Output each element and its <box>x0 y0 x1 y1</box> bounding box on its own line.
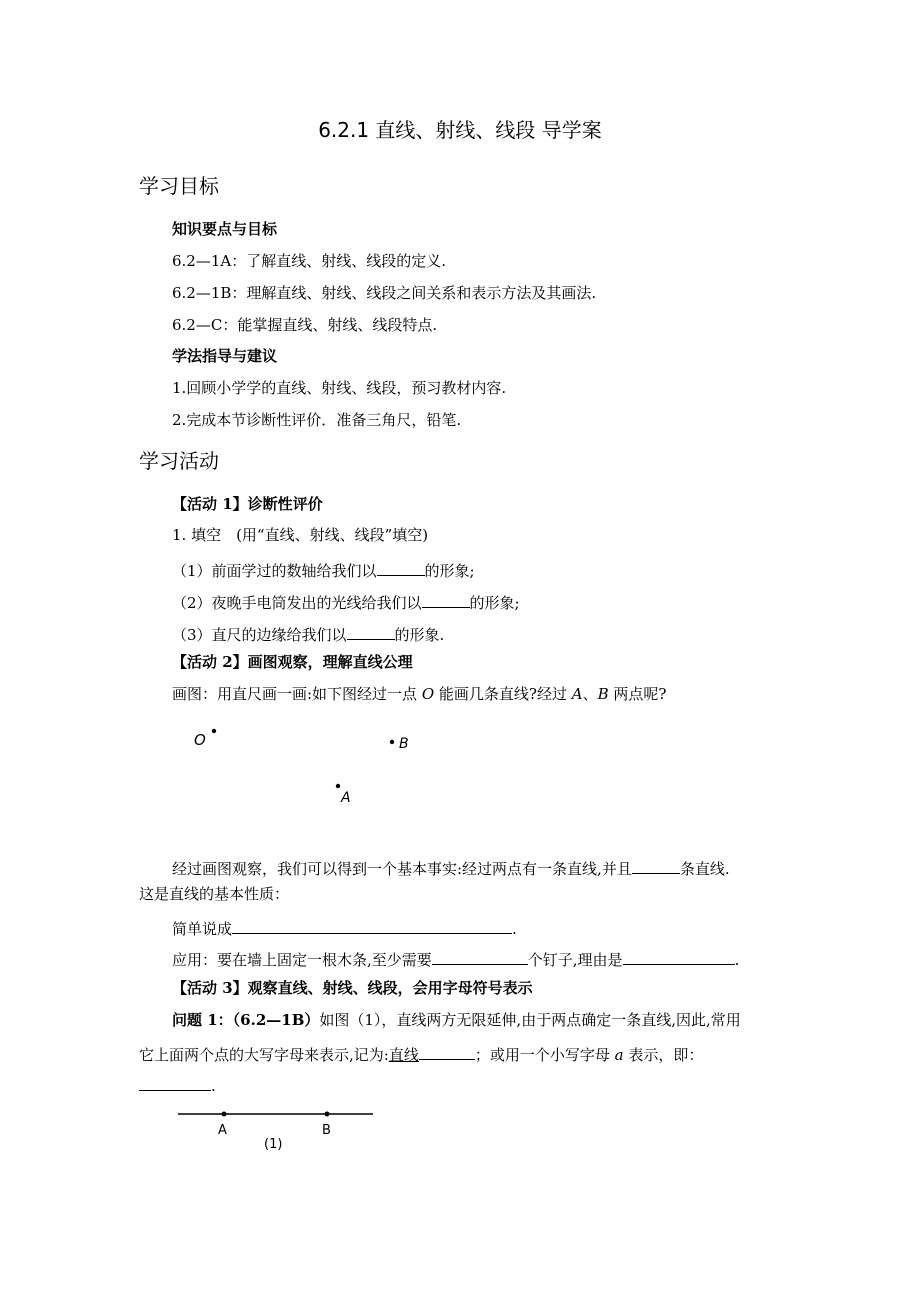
line-figure <box>0 1095 920 1165</box>
point-a <box>222 1112 227 1117</box>
subheading-advice: 学法指导与建议 <box>172 347 278 365</box>
point-o <box>212 729 216 733</box>
page-title: 6.2.1 直线、射线、线段 导学案 <box>318 118 602 142</box>
fill-prompt: 1. 填空 (用“直线、射线、线段”填空) <box>172 526 429 544</box>
advice-item-1: 1.回顾小学学的直线、射线、线段，预习教材内容. <box>172 379 507 397</box>
answer-blank[interactable] <box>432 949 528 965</box>
goal-item-2: 6.2—1B：理解直线、射线、线段之间关系和表示方法及其画法. <box>172 284 597 302</box>
activity-1-title: 【活动 1】诊断性评价 <box>172 495 323 513</box>
subheading-knowledge: 知识要点与目标 <box>172 220 278 238</box>
problem-1-line-1: 问题 1：（6.2—1B）如图（1），直线两方无限延伸,由于两点确定一条直线,因此,常用 <box>172 1011 741 1029</box>
short-statement: 简单说成 . <box>172 920 517 938</box>
label-a: A <box>341 790 351 806</box>
problem-1-line-2: 它上面两个点的大写字母来表示,记为:直线 ；或用一个小写字母 a 表示，即： <box>139 1046 704 1064</box>
question-1: （1）前面学过的数轴给我们以 的形象; <box>172 562 475 580</box>
section-heading-activities: 学习活动 <box>139 449 219 473</box>
goal-item-1: 6.2—1A：了解直线、射线、线段的定义. <box>172 252 447 270</box>
answer-blank[interactable] <box>139 1075 211 1091</box>
advice-item-2: 2.完成本节诊断性评价．准备三角尺，铅笔. <box>172 411 462 429</box>
point-b <box>390 740 394 744</box>
point-a <box>336 784 340 788</box>
section-heading-goals: 学习目标 <box>139 174 219 198</box>
answer-blank[interactable] <box>232 918 512 934</box>
activity-3-title: 【活动 3】观察直线、射线、线段，会用字母符号表示 <box>172 979 533 997</box>
draw-instruction: 画图：用直尺画一画:如下图经过一点 O 能画几条直线?经过 A、B 两点呢? <box>172 685 667 703</box>
problem-1-line-3: . <box>139 1075 216 1094</box>
answer-blank[interactable] <box>632 858 680 874</box>
question-3: （3）直尺的边缘给我们以 的形象. <box>172 626 445 644</box>
question-2: （2）夜晚手电筒发出的光线给我们以 的形象; <box>172 594 520 612</box>
label-o: O <box>194 731 206 749</box>
answer-blank[interactable] <box>419 1044 475 1060</box>
answer-blank[interactable] <box>623 949 735 965</box>
figure-caption: (1) <box>264 1137 283 1152</box>
activity-2-title: 【活动 2】画图观察，理解直线公理 <box>172 653 413 671</box>
basic-fact: 经过画图观察，我们可以得到一个基本事实:经过两点有一条直线,并且 条直线. <box>172 860 730 878</box>
application: 应用：要在墙上固定一根木条,至少需要 个钉子,理由是 . <box>172 951 740 969</box>
label-b: B <box>399 736 409 752</box>
goal-item-3: 6.2—C：能掌握直线、射线、线段特点. <box>172 316 438 334</box>
label-b: B <box>322 1123 331 1138</box>
basic-property: 这是直线的基本性质： <box>139 885 290 903</box>
point-b <box>325 1112 330 1117</box>
label-a: A <box>218 1123 227 1138</box>
